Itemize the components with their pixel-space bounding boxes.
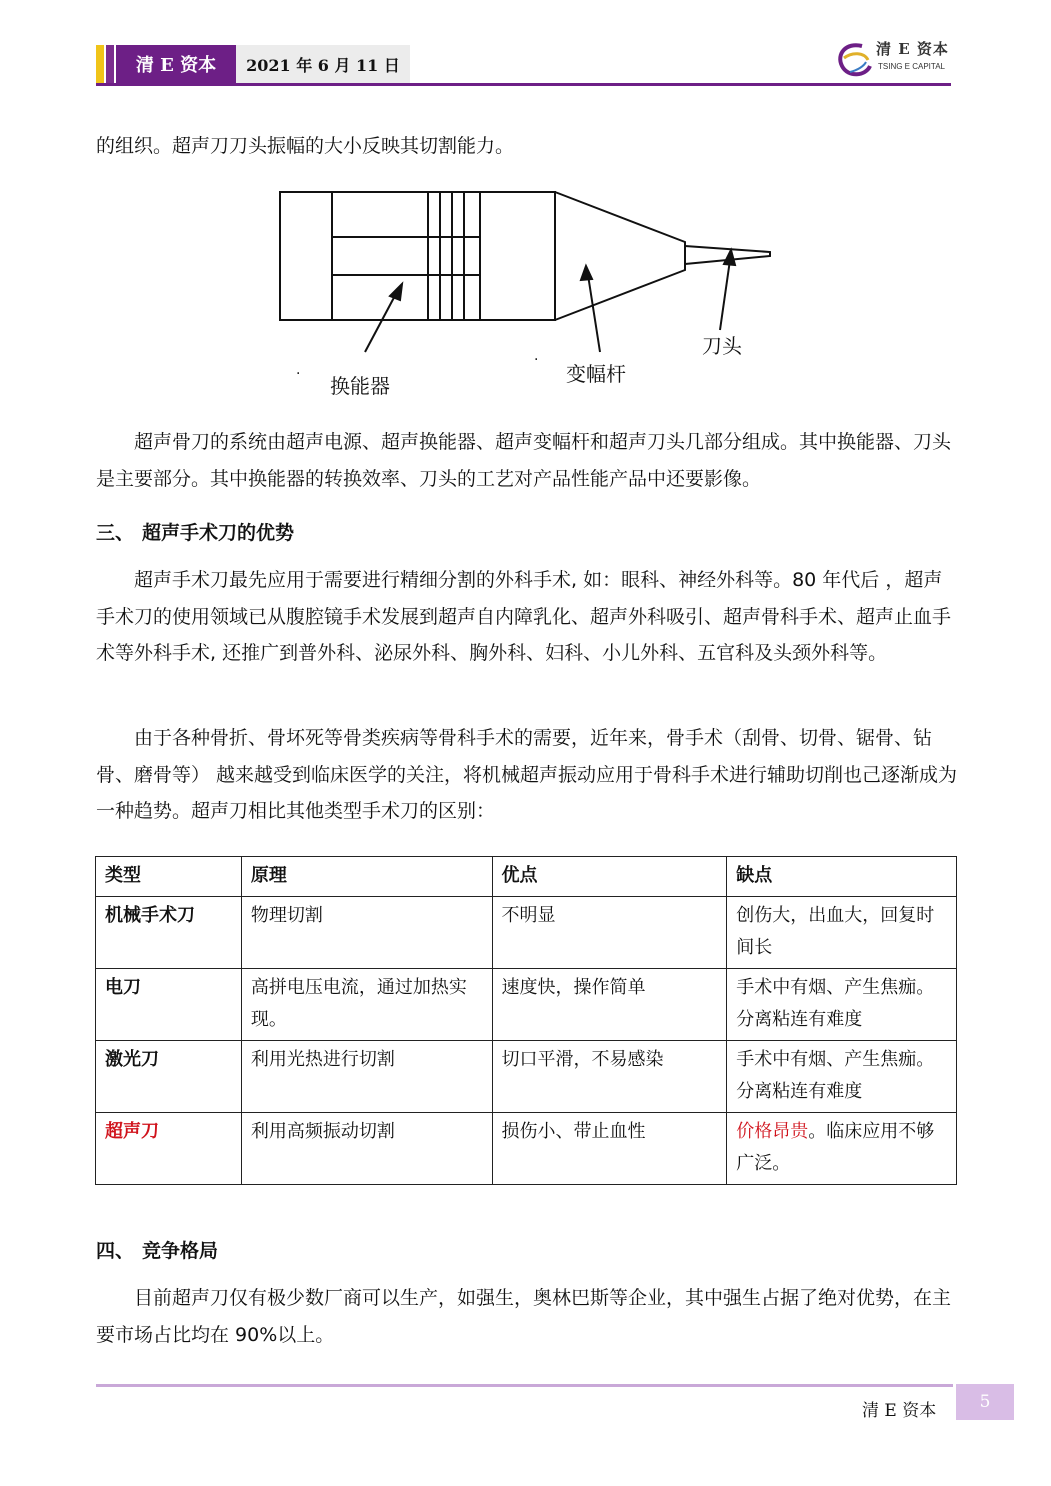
table-header-cell: 类型 xyxy=(96,857,242,897)
table-cell-pros: 切口平滑，不易感染 xyxy=(492,1041,727,1113)
table-header-row xyxy=(96,857,957,897)
table-row xyxy=(96,897,957,969)
table-cell-pros: 损伤小、带止血性 xyxy=(492,1113,727,1185)
header-accent-bar-purple xyxy=(106,45,114,83)
table-header-cell: 优点 xyxy=(492,857,727,897)
table-cell-principle: 物理切割 xyxy=(241,897,492,969)
logo-text-en: TSING E CAPITAL xyxy=(878,62,945,71)
table-cell-cons: 手术中有烟、产生焦痂。分离粘连有难度 xyxy=(727,1041,957,1113)
section-number: 四、 xyxy=(96,1240,135,1262)
table-header-cell: 原理 xyxy=(241,857,492,897)
paragraph-advantages-2: 由于各种骨折、骨坏死等骨类疾病等骨科手术的需要，近年来，骨手术（刮骨、切骨、锯骨、钻骨、磨骨等） 越来越受到临床医学的关注，将机械超声振动应用于骨科手术进行辅助切削也己逐渐成为一种趋势。超声刀相比其他类型手术刀的区别： xyxy=(96,727,958,822)
table-cell-principle: 高拼电压电流，通过加热实现。 xyxy=(241,969,492,1041)
comparison-table xyxy=(95,856,957,1185)
table-cell-type: 电刀 xyxy=(96,969,242,1041)
paragraph-system: 超声骨刀的系统由超声电源、超声换能器、超声变幅杆和超声刀头几部分组成。其中换能器、刀头是主要部分。其中换能器的转换效率、刀头的工艺对产品性能产品中还要影像。 xyxy=(96,431,952,490)
label-tip: 刀头 xyxy=(702,334,742,358)
header-brand: 清 E 资本 xyxy=(116,45,236,83)
diagram-dot: · xyxy=(296,366,301,382)
section-heading-advantages xyxy=(96,518,294,545)
label-transducer: 换能器 xyxy=(330,374,390,398)
diagram-horn xyxy=(555,192,685,320)
section-title: 超声手术刀的优势 xyxy=(142,522,295,544)
diagram-dot: · xyxy=(534,352,539,368)
label-horn: 变幅杆 xyxy=(566,362,626,386)
page-number: 5 xyxy=(956,1384,1014,1420)
table-cell-principle: 利用高频振动切割 xyxy=(241,1113,492,1185)
section-title: 竞争格局 xyxy=(142,1240,219,1262)
ultrasonic-scalpel-diagram xyxy=(270,180,790,400)
table-cell-type: 机械手术刀 xyxy=(96,897,242,969)
header-rule xyxy=(96,83,951,86)
table-row xyxy=(96,969,957,1041)
table-row-highlight xyxy=(96,1113,957,1185)
table-header-cell: 缺点 xyxy=(727,857,957,897)
diagram-housing xyxy=(280,192,555,320)
table-cell-pros: 速度快，操作简单 xyxy=(492,969,727,1041)
header-date: 2021 年 6 月 11 日 xyxy=(236,45,410,83)
footer-rule xyxy=(96,1384,953,1387)
intro-line: 的组织。超声刀刀头振幅的大小反映其切割能力。 xyxy=(96,135,515,157)
cons-highlight: 价格昂贵 xyxy=(736,1121,809,1142)
header-accent-bar-yellow xyxy=(96,45,104,83)
table-cell-type: 超声刀 xyxy=(96,1113,242,1185)
section-number: 三、 xyxy=(96,522,135,544)
table-cell-principle: 利用光热进行切割 xyxy=(241,1041,492,1113)
table-cell-type: 激光刀 xyxy=(96,1041,242,1113)
table-cell-cons: 手术中有烟、产生焦痂。分离粘连有难度 xyxy=(727,969,957,1041)
diagram-transducer-core xyxy=(332,237,480,275)
cons-rest: 。临床应用不够广泛。 xyxy=(736,1121,935,1174)
logo-text-cn: 清 E 资本 xyxy=(876,40,949,58)
table-cell-pros: 不明显 xyxy=(492,897,727,969)
table-cell-cons: 创伤大，出血大，回复时间长 xyxy=(727,897,957,969)
paragraph-advantages-1: 超声手术刀最先应用于需要进行精细分割的外科手术, 如：眼科、神经外科等。80 年代后 ，超声手术刀的使用领域已从腹腔镜手术发展到超声自内障乳化、超声外科吸引、超声骨科手术、超声止血手术等外科手术, 还推广到普外科、泌尿外科、胸外科、妇科、小儿外科、五官科及头颈外科等。 xyxy=(96,569,952,664)
table-cell-cons xyxy=(727,1113,957,1185)
paragraph-competition: 目前超声刀仅有极少数厂商可以生产，如强生，奥林巴斯等企业，其中强生占据了绝对优势，在主要市场占比均在 90%以上。 xyxy=(96,1287,952,1346)
section-heading-competition xyxy=(96,1236,218,1263)
table-row xyxy=(96,1041,957,1113)
footer-brand: 清 E 资本 xyxy=(862,1401,937,1421)
